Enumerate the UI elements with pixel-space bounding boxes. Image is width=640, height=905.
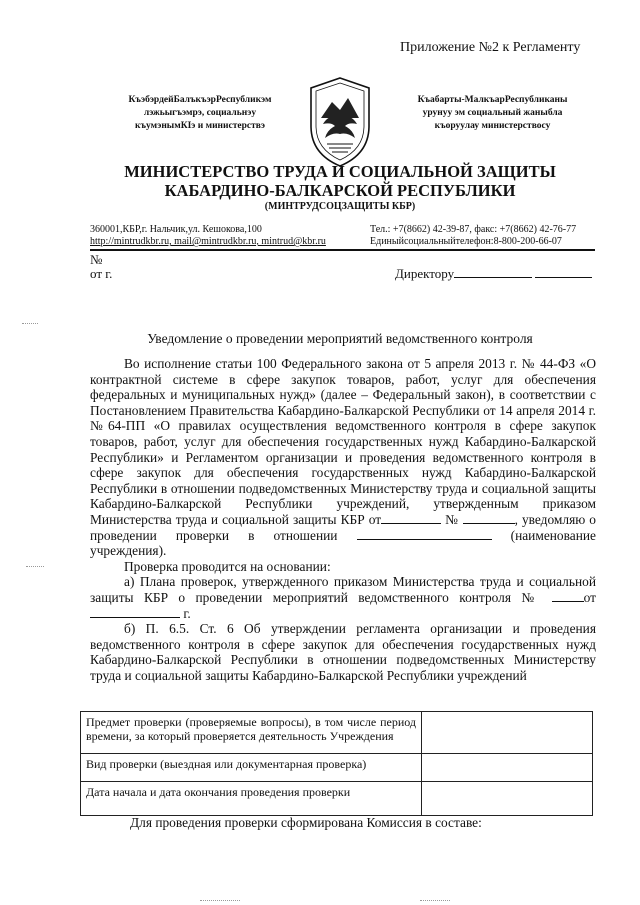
addressee (395, 265, 592, 282)
header-left-line: къумэнымКIэ и министерствэ (135, 121, 265, 131)
header-right-line: Къабарты-МалкъарРеспубликаны (417, 95, 568, 105)
director-label: Директору (395, 266, 455, 281)
contacts-right (370, 224, 576, 248)
header-left-line: лэжьыгъэмрэ, социальнэу (143, 108, 257, 118)
table-cell-answer[interactable] (422, 782, 593, 816)
plan-date-blank (90, 606, 180, 618)
scan-artifact-mark (200, 900, 240, 901)
order-number-label: № (445, 511, 459, 527)
ministry-name-line2: КАБАРДИНО-БАЛКАРСКОЙ РЕСПУБЛИКИ (164, 181, 516, 200)
contacts-left (90, 224, 326, 248)
phones: Тел.: +7(8662) 42-39-87, факс: +7(8662) 42-76-77 (370, 224, 577, 235)
header-right-line: урунуу эм социальный жаныбла (422, 108, 563, 118)
header-left-line: КъэбэрдейБалъкъэрРеспубликэм (128, 95, 272, 105)
table-row (81, 782, 593, 816)
table-cell-question: Дата начала и дата окончания проведения проверки (81, 782, 422, 816)
institution-name-hint: (наименование учреждения). (90, 527, 596, 559)
document-date-label: от г. (90, 266, 113, 281)
notice-title: Уведомление о проведении мероприятий ведомственного контроля (147, 331, 533, 346)
director-blank-1 (454, 265, 532, 278)
table-cell-question: Предмет проверки (проверяемые вопросы), в том числе период времени, за который проверяется деятельность Учреждения (81, 712, 422, 754)
coat-of-arms-emblem (299, 74, 381, 170)
web-contacts: http://mintrudkbr.ru, mail@mintrudkbr.ru, mintrud@kbr.ru (90, 236, 326, 247)
notice-tail-text: , уведомляю о проведении проверки в отношении (90, 511, 596, 543)
legal-basis-text: Во исполнение статьи 100 Федерального закона от 5 апреля 2013 г. № 44-ФЗ «О контрактной системе в сфере закупок товаров, работ, услуг для обеспечения федеральных и муниципальных нужд» (далее – Федеральный закон), в соответствии с Постановлением Правительства Кабардино-Балкарской Республики от 14 апреля 2014 г. №64-ПП «О правилах осуществления ведомственного контроля в сфере закупок товаров, работ, услуг для обеспечения государственных нужд Кабардино-Балкарской Республики» и Регламентом организации и проведения ведомственного контроля в сфере закупок для обеспечения государственных нужд Кабардино-Балкарской Республики в отношении подведомственных Министерству труда и социальной защиты Кабардино-Балкарской Республики учреждений, утвержденным приказом Министерства труда и социальной защиты КБР (90, 356, 596, 527)
table-row (81, 712, 593, 754)
table-row (81, 754, 593, 782)
director-blank-2 (535, 265, 592, 278)
appendix-label: Приложение №2 к Регламенту (400, 40, 581, 55)
order-from-label: от (368, 511, 382, 527)
plan-from-label: от (583, 589, 596, 605)
plan-number-blank (552, 590, 584, 602)
ministry-name-line1: МИНИСТЕРСТВО ТРУДА И СОЦИАЛЬНОЙ ЗАЩИТЫ (124, 162, 556, 181)
header-balkar-name (385, 94, 600, 133)
scan-artifact-mark (26, 566, 44, 567)
scan-artifact-mark (22, 323, 38, 324)
emblem-mountain (321, 98, 359, 118)
emblem-base (327, 144, 353, 152)
header-right-line: къоруулау министерствосу (434, 121, 551, 131)
paragraph-regulation: б) П. 6.5. Ст. 6 Об утверждении регламента организации и проведения ведомственного контроля в сфере закупок для обеспечения государственных нужд Кабардино-Балкарской Республики в отношении подведомственных Министерству труда и социальной защиты Кабардино-Балкарской Республики учреждений (90, 621, 596, 683)
ministry-name (80, 162, 600, 200)
paragraph-plan (90, 574, 596, 621)
paragraph-legal-basis (90, 356, 596, 559)
notice-body (90, 356, 596, 683)
emblem-eagle (323, 116, 357, 138)
hotline: Единыйсоциальныйтелефон:8-800-200-66-07 (370, 236, 562, 247)
plan-year-label: г. (183, 605, 191, 621)
inspection-table (80, 711, 593, 816)
institution-name-blank (357, 528, 492, 540)
scan-artifact-mark (420, 900, 450, 901)
ministry-short-name: (МИНТРУДСОЦЗАЩИТЫ КБР) (264, 201, 416, 212)
document-number-label: № (90, 252, 103, 267)
header-divider (90, 249, 595, 251)
header-kabardian-name (100, 94, 300, 133)
order-number-blank (463, 512, 515, 524)
address: 360001,КБР,г. Нальчик,ул. Кешокова,100 (90, 224, 262, 235)
order-date-blank (381, 512, 441, 524)
plan-text: а) Плана проверок, утвержденного приказом Министерства труда и социальной защиты КБР о проведении мероприятий ведомственного контроля № (90, 574, 596, 605)
table-cell-answer[interactable] (422, 712, 593, 754)
table-cell-answer[interactable] (422, 754, 593, 782)
table-cell-question: Вид проверки (выездная или документарная проверка) (81, 754, 422, 782)
paragraph-grounds: Проверка проводится на основании: (124, 558, 331, 574)
commission-line: Для проведения проверки сформирована Комиссия в составе: (130, 815, 482, 830)
